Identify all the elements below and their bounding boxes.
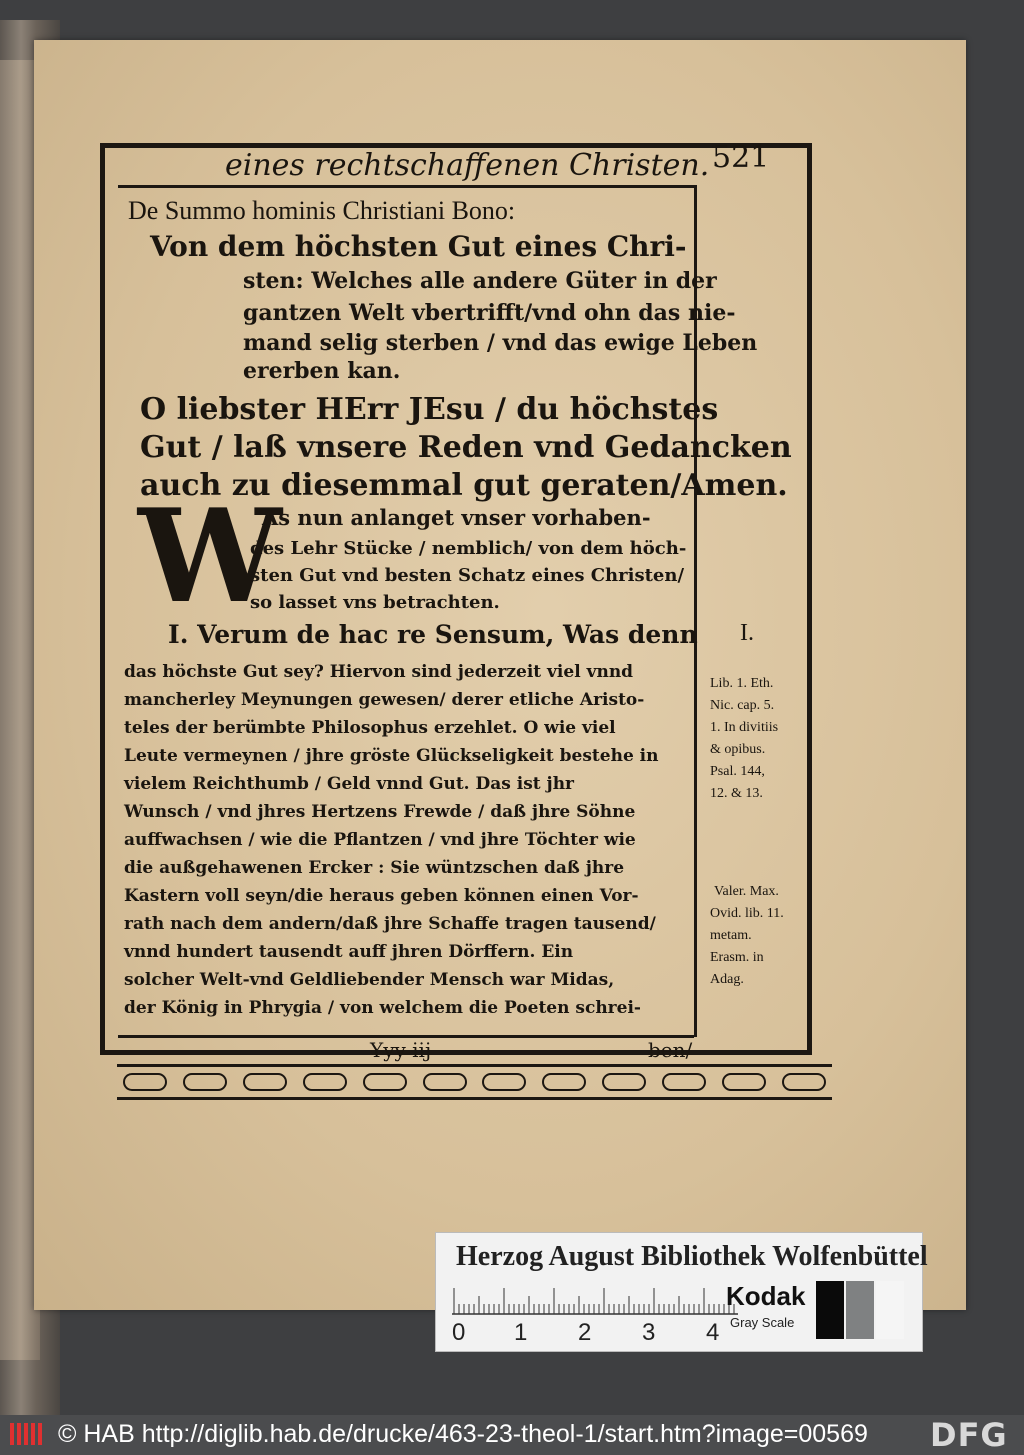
margin-note: Lib. 1. Eth. [710, 676, 774, 691]
gray-swatch-white [876, 1281, 904, 1339]
body-line: teles der berümbte Philosophus erzehlet. O wie viel [124, 718, 616, 738]
ornament-unit [303, 1073, 347, 1091]
ornament-unit [602, 1073, 646, 1091]
kodak-brand: Kodak [726, 1281, 806, 1311]
body-line: solcher Welt-vnd Geldliebender Mensch war Midas, [124, 970, 615, 990]
margin-note: Adag. [710, 972, 744, 987]
body-line: Kastern voll seyn/die heraus geben können einen Vor- [124, 886, 639, 906]
intro-line: so lasset vns betrachten. [250, 592, 500, 613]
heading-line: Von dem höchsten Gut eines Chri- [150, 230, 687, 263]
body-line: Leute vermeynen / jhre gröste Glückseligkeit bestehe in [124, 746, 659, 766]
body-line: der König in Phrygia / von welchem die Poeten schrei- [124, 998, 641, 1018]
ruler-numbers [452, 1319, 752, 1347]
gray-scale-label: Gray Scale [730, 1315, 795, 1330]
intro-line: des Lehr Stücke / nemblich/ von dem höch- [250, 538, 687, 559]
ornament-unit [662, 1073, 706, 1091]
intro-line: As nun anlanget vnser vorhaben- [262, 505, 651, 530]
margin-note: metam. [710, 928, 752, 943]
ornament-unit [183, 1073, 227, 1091]
margin-note: Valer. Max. [714, 884, 779, 899]
section-line: I. Verum de hac re Sensum, Was denn [168, 620, 698, 649]
margin-note: Erasm. in [710, 950, 764, 965]
margin-note: & opibus. [710, 742, 766, 757]
prayer-line: auch zu diesemmal gut geraten/Amen. [140, 468, 788, 503]
decorated-initial: W [138, 482, 282, 632]
heading-line: sten: Welches alle andere Güter in der [243, 268, 717, 294]
ruler-number: 0 [452, 1319, 466, 1346]
body-line: mancherley Meynungen gewesen/ derer etliche Aristo- [124, 690, 645, 710]
gray-swatch-black [816, 1281, 844, 1339]
prayer-line: Gut / laß vnsere Reden vnd Gedancken [140, 430, 792, 465]
ruler-number: 2 [578, 1319, 592, 1346]
ornament-unit [782, 1073, 826, 1091]
hab-logo-icon [8, 1419, 46, 1449]
prayer-line: O liebster HErr JEsu / du höchstes [140, 392, 719, 427]
signature-mark: Yyy iij [370, 1038, 432, 1062]
ornament-unit [423, 1073, 467, 1091]
dfg-logo: DFG [930, 1416, 1008, 1454]
margin-note: Ovid. lib. 11. [710, 906, 784, 921]
latin-heading: De Summo hominis Christiani Bono: [128, 196, 516, 225]
ruler-number: 1 [514, 1319, 528, 1346]
margin-section-mark: I. [740, 620, 754, 646]
gray-swatch-mid [846, 1281, 874, 1339]
ornamental-border [117, 1064, 832, 1100]
head-rule [118, 185, 694, 188]
ornament-unit [123, 1073, 167, 1091]
body-line: vnnd hundert tausendt auff jhren Dörffern. Ein [124, 942, 574, 962]
body-line: das höchste Gut sey? Hiervon sind jederzeit viel vnnd [124, 662, 634, 682]
running-head: eines rechtschaffenen Christen. [225, 148, 710, 183]
intro-line: sten Gut vnd besten Schatz eines Christen/ [250, 565, 685, 586]
margin-note: 12. & 13. [710, 786, 763, 801]
ruler-number: 3 [642, 1319, 656, 1346]
ruler-scale [452, 1285, 738, 1315]
ornament-unit [542, 1073, 586, 1091]
body-line: auffwachsen / wie die Pflantzen / vnd jhre Töchter wie [124, 830, 636, 850]
body-line: rath nach dem andern/daß jhre Schaffe tragen tausend/ [124, 914, 656, 934]
heading-line: mand selig sterben / vnd das ewige Leben [243, 330, 758, 356]
body-line: vielem Reichthumb / Geld vnnd Gut. Das ist jhr [124, 774, 575, 794]
body-line: die außgehawenen Ercker : Sie wüntzschen daß jhre [124, 858, 625, 878]
copyright-link[interactable]: © HAB http://diglib.hab.de/drucke/463-23-theol-1/start.htm?image=00569 [58, 1420, 868, 1448]
library-color-card [435, 1232, 928, 1352]
ornament-unit [243, 1073, 287, 1091]
margin-note: 1. In divitiis [710, 720, 779, 735]
catchword: ben/ [648, 1038, 693, 1062]
heading-line: ererben kan. [243, 358, 401, 384]
ornament-unit [722, 1073, 766, 1091]
margin-note: Nic. cap. 5. [710, 698, 775, 713]
library-name: Herzog August Bibliothek Wolfenbüttel [456, 1241, 928, 1272]
ruler-number: 4 [706, 1319, 720, 1346]
heading-line: gantzen Welt vbertrifft/vnd ohn das nie- [243, 300, 736, 326]
page-number: 521 [712, 140, 770, 175]
ornament-unit [482, 1073, 526, 1091]
margin-note: Psal. 144, [710, 764, 765, 779]
body-line: Wunsch / vnd jhres Hertzens Frewde / daß jhre Söhne [124, 802, 636, 822]
ornament-unit [363, 1073, 407, 1091]
